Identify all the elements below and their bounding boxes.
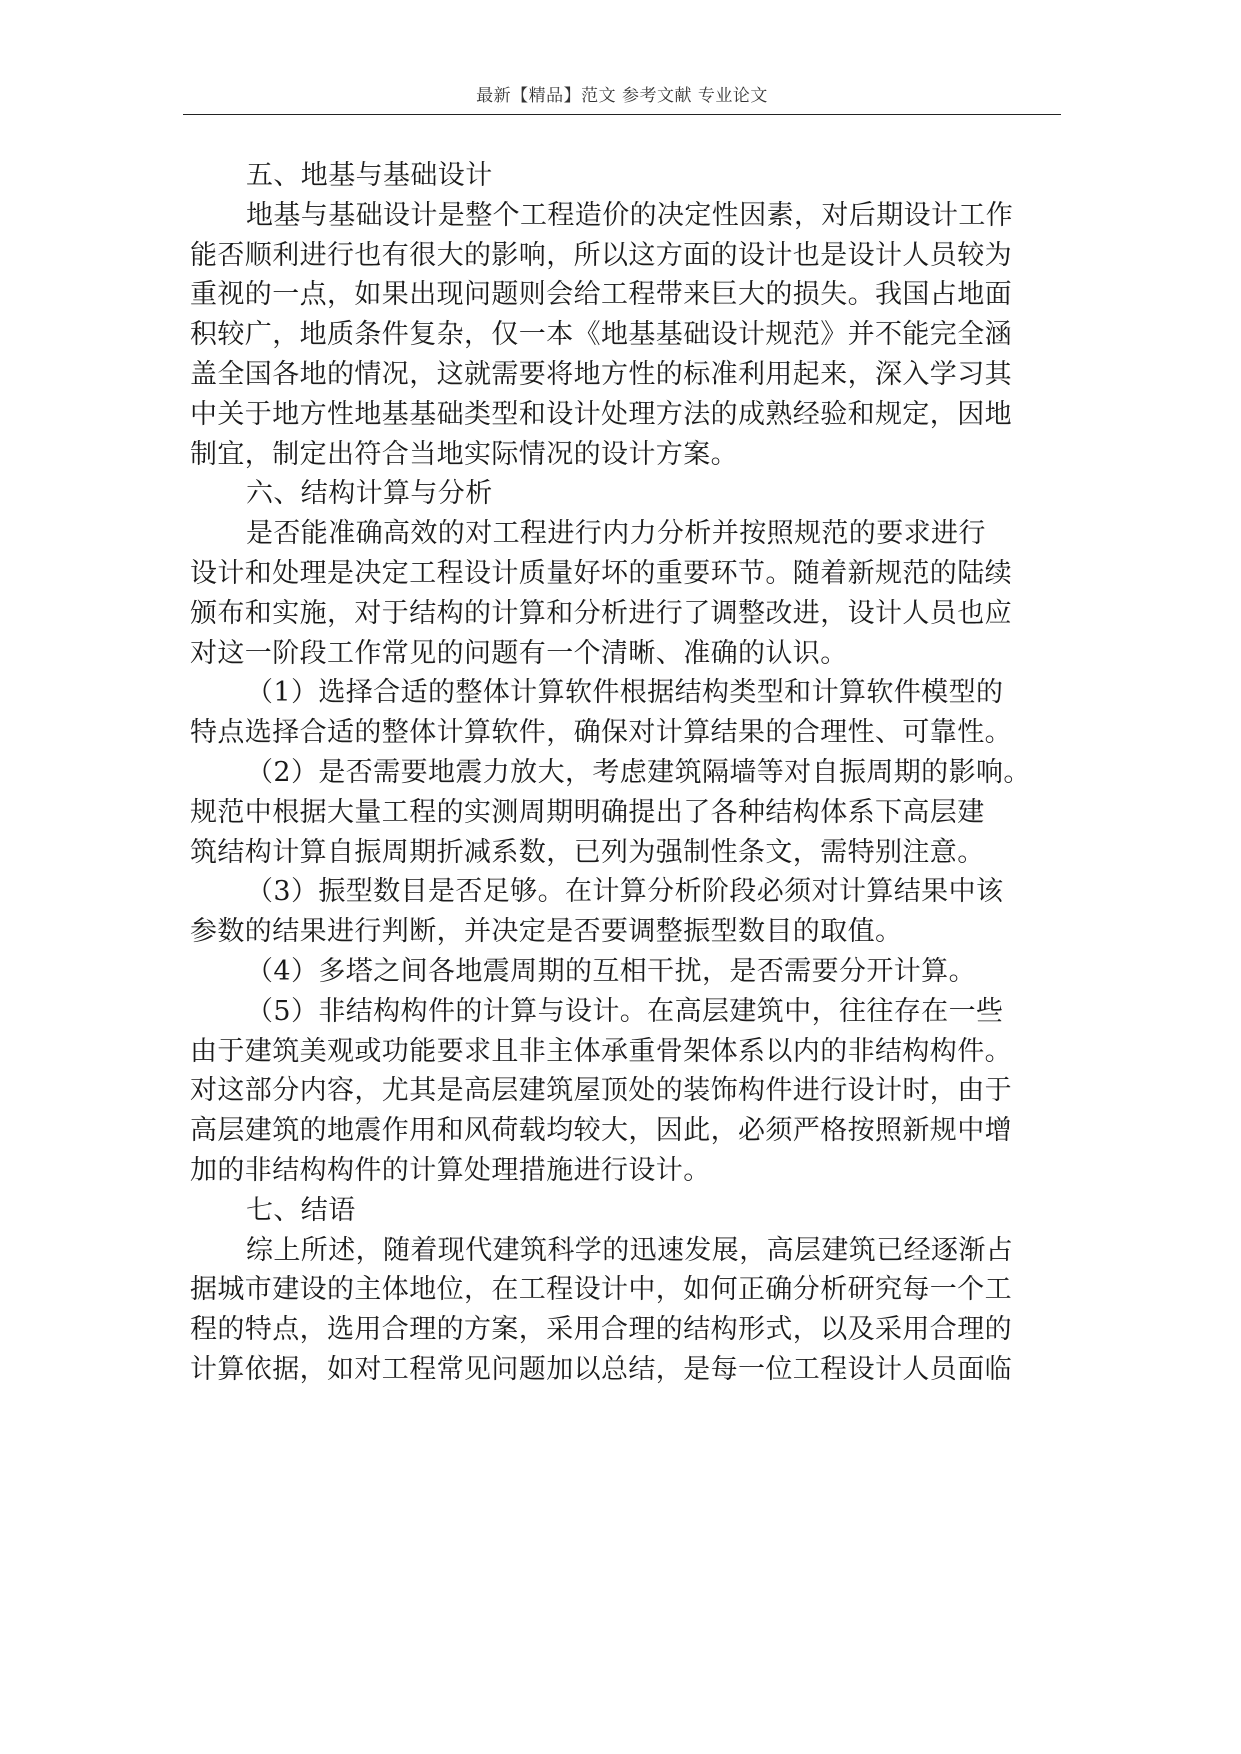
paragraph-line: 据城市建设的主体地位，在工程设计中，如何正确分析研究每一个工 xyxy=(190,1274,1012,1306)
list-item-line: （5）非结构构件的计算与设计。在高层建筑中，往往存在一些 xyxy=(246,995,1004,1027)
paragraph-line: 制宜，制定出符合当地实际情况的设计方案。 xyxy=(190,438,738,470)
section-heading-structural-analysis: 六、结构计算与分析 xyxy=(246,478,493,510)
list-item-line: 加的非结构构件的计算处理措施进行设计。 xyxy=(190,1154,711,1186)
page-header: 最新【精品】范文 参考文献 专业论文 xyxy=(476,86,768,106)
list-item-line: （3）振型数目是否足够。在计算分析阶段必须对计算结果中该 xyxy=(246,876,1004,908)
list-item-line: （4）多塔之间各地震周期的互相干扰，是否需要分开计算。 xyxy=(246,955,976,987)
paragraph-line: 地基与基础设计是整个工程造价的决定性因素，对后期设计工作 xyxy=(246,199,1014,231)
list-item-line: 对这部分内容，尤其是高层建筑屋顶处的装饰构件进行设计时，由于 xyxy=(190,1075,1012,1107)
paragraph-line: 综上所述，随着现代建筑科学的迅速发展，高层建筑已经逐渐占 xyxy=(246,1234,1014,1266)
list-item-line: 筑结构计算自振周期折减系数，已列为强制性条文，需特别注意。 xyxy=(190,836,985,868)
paragraph-line: 是否能准确高效的对工程进行内力分析并按照规范的要求进行 xyxy=(246,518,986,550)
list-item-line: 特点选择合适的整体计算软件，确保对计算结果的合理性、可靠性。 xyxy=(190,717,1012,749)
paragraph-line: 能否顺利进行也有很大的影响，所以这方面的设计也是设计人员较为 xyxy=(190,239,1012,271)
section-heading-foundation: 五、地基与基础设计 xyxy=(246,160,493,191)
list-item-line: 高层建筑的地震作用和风荷载均较大，因此，必须严格按照新规中增 xyxy=(190,1115,1012,1147)
paragraph-line: 计算依据，如对工程常见问题加以总结，是每一位工程设计人员面临 xyxy=(190,1353,1012,1385)
paragraph-line: 重视的一点，如果出现问题则会给工程带来巨大的损失。我国占地面 xyxy=(190,279,1012,311)
paragraph-line: 对这一阶段工作常见的问题有一个清晰、准确的认识。 xyxy=(190,637,848,669)
document-body xyxy=(190,156,1060,1390)
paragraph-line: 盖全国各地的情况，这就需要将地方性的标准利用起来，深入学习其 xyxy=(190,358,1012,390)
paragraph-line: 程的特点，选用合理的方案，采用合理的结构形式，以及采用合理的 xyxy=(190,1314,1012,1346)
list-item-line: （1）选择合适的整体计算软件根据结构类型和计算软件模型的 xyxy=(246,677,1004,709)
paragraph-line: 颁布和实施，对于结构的计算和分析进行了调整改进，设计人员也应 xyxy=(190,597,1012,629)
list-item-line: 参数的结果进行判断，并决定是否要调整振型数目的取值。 xyxy=(190,916,903,948)
header-divider xyxy=(183,114,1061,115)
list-item-line: 规范中根据大量工程的实测周期明确提出了各种结构体系下高层建 xyxy=(190,796,985,828)
paragraph-line: 积较广，地质条件复杂，仅一本《地基基础设计规范》并不能完全涵 xyxy=(190,319,1012,351)
list-item-line: （2）是否需要地震力放大，考虑建筑隔墙等对自振周期的影响。 xyxy=(246,756,1031,788)
paragraph-line: 中关于地方性地基基础类型和设计处理方法的成熟经验和规定，因地 xyxy=(190,398,1012,430)
list-item-line: 由于建筑美观或功能要求且非主体承重骨架体系以内的非结构构件。 xyxy=(190,1035,1012,1067)
paragraph-line: 设计和处理是决定工程设计质量好坏的重要环节。随着新规范的陆续 xyxy=(190,557,1012,589)
section-heading-conclusion: 七、结语 xyxy=(246,1194,356,1226)
